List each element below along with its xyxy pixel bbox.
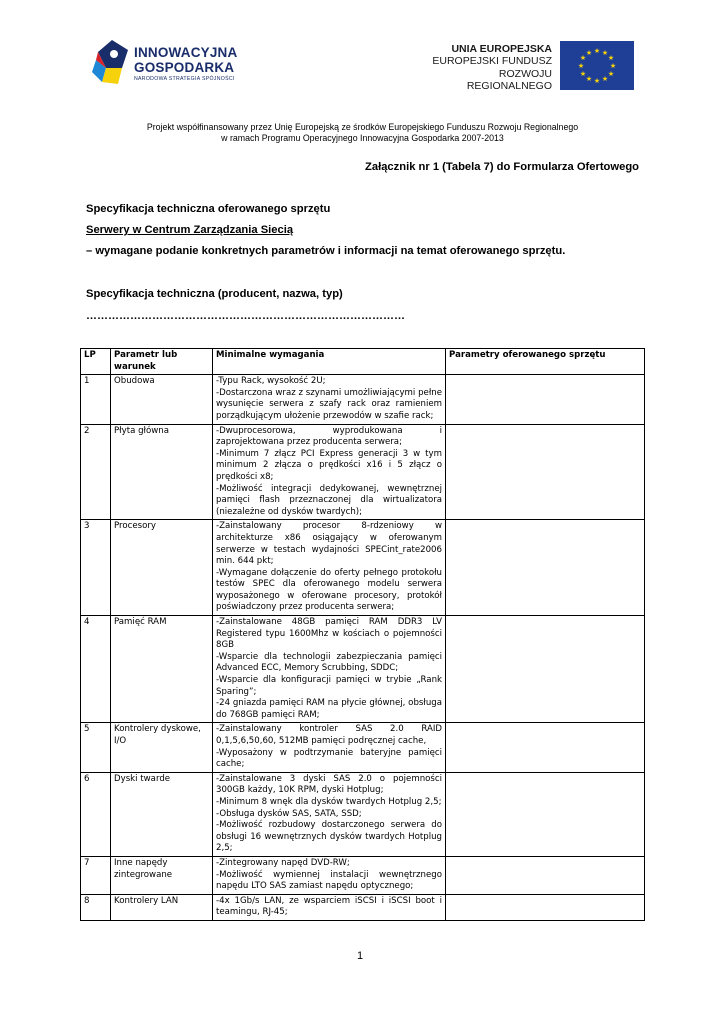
header-lp: LP <box>81 349 111 375</box>
spec-producer-heading: Specyfikacja techniczna (producent, nazwa, typ) <box>86 288 343 300</box>
requirement-heading: – wymagane podanie konkretnych parametrów i informacji na temat oferowanego sprzętu. <box>86 245 566 257</box>
row-offer-field[interactable] <box>446 856 645 894</box>
row-offer-field[interactable] <box>446 424 645 520</box>
eu-line-2: EUROPEJSKI FUNDUSZ <box>432 55 552 68</box>
row-min-req: -Zintegrowany napęd DVD-RW; -Możliwość wymiennej instalacji wewnętrznego napędu LTO SAS zamiast napędu optycznego; <box>213 856 446 894</box>
fill-in-line: …………………………………………………………………………… <box>86 310 405 322</box>
project-info <box>0 122 725 144</box>
row-lp: 3 <box>81 520 111 616</box>
svg-text:★: ★ <box>607 54 615 62</box>
row-offer-field[interactable] <box>446 375 645 424</box>
row-offer-field[interactable] <box>446 894 645 920</box>
row-param: Pamięć RAM <box>111 616 213 723</box>
logo-line-3: NARODOWA STRATEGIA SPÓJNOŚCI <box>134 76 235 82</box>
row-param: Inne napędy zintegrowane <box>111 856 213 894</box>
table-row <box>81 375 645 424</box>
row-min-req: -Typu Rack, wysokość 2U; -Dostarczona wraz z szynami umożliwiającymi pełne wysunięcie serwera z szafy rack oraz ramieniem porządkującym ułożenie przewodów w szafie rack; <box>213 375 446 424</box>
row-lp: 7 <box>81 856 111 894</box>
row-min-req: -Dwuprocesorowa, wyprodukowana i zaprojektowana przez producenta serwera; -Minimum 7 złącz PCI Express generacji 3 w tym minimum 2 złącza o prędkości x16 i 5 złącz o prędkości x8; -Możliwość integracji dedykowanej, wewnętrznej pamięci flash przeznaczonej dla wirtualizatora (niezależne od dysków twardych); <box>213 424 446 520</box>
table-row <box>81 424 645 520</box>
servers-heading: Serwery w Centrum Zarządzania Siecią <box>86 224 294 236</box>
eu-logo <box>426 41 636 91</box>
row-lp: 4 <box>81 616 111 723</box>
row-min-req: -Zainstalowane 48GB pamięci RAM DDR3 LV Registered typu 1600Mhz w kościach o pojemności 8GB -Wsparcie dla technologii zabezpieczania pamięci Advanced ECC, Memory Scrubbing, SDDC; -Wsparcie dla konfiguracji pamięci w trybie „Rank Sparing”; -24 gniazda pamięci RAM na płycie głównej, obsługa do 768GB pamięci RAM; <box>213 616 446 723</box>
spec-heading: Specyfikacja techniczna oferowanego sprzętu <box>86 203 331 215</box>
table-header-row <box>81 349 645 375</box>
svg-text:★: ★ <box>585 49 593 57</box>
svg-text:★: ★ <box>579 70 587 78</box>
page-number: 1 <box>357 950 364 962</box>
table-row <box>81 856 645 894</box>
attachment-title: Załącznik nr 1 (Tabela 7) do Formularza Ofertowego <box>365 161 639 173</box>
row-param: Płyta główna <box>111 424 213 520</box>
row-offer-field[interactable] <box>446 723 645 772</box>
table-row <box>81 723 645 772</box>
ig-logo-mark-icon <box>92 38 132 86</box>
row-offer-field[interactable] <box>446 520 645 616</box>
svg-text:★: ★ <box>609 62 617 70</box>
row-param: Obudowa <box>111 375 213 424</box>
svg-text:★: ★ <box>601 75 609 83</box>
row-lp: 6 <box>81 772 111 856</box>
row-param: Kontrolery LAN <box>111 894 213 920</box>
logo-line-2: GOSPODARKA <box>134 59 235 75</box>
table-row <box>81 894 645 920</box>
table-row <box>81 772 645 856</box>
project-line-1: Projekt współfinansowany przez Unię Europejską ze środków Europejskiego Funduszu Rozwoju Regionalnego <box>146 122 579 132</box>
table-row <box>81 520 645 616</box>
header-param: Parametr lub warunek <box>111 349 213 375</box>
table-row <box>81 616 645 723</box>
svg-text:★: ★ <box>579 54 587 62</box>
project-line-2: w ramach Programu Operacyjnego Innowacyjna Gospodarka 2007-2013 <box>221 132 504 143</box>
eu-line-1: UNIA EUROPEJSKA <box>451 43 552 55</box>
row-param: Kontrolery dyskowe, I/O <box>111 723 213 772</box>
header-min-req: Minimalne wymagania <box>213 349 446 375</box>
row-lp: 2 <box>81 424 111 520</box>
row-lp: 1 <box>81 375 111 424</box>
row-lp: 8 <box>81 894 111 920</box>
eu-flag-icon <box>560 41 634 90</box>
row-min-req: -4x 1Gb/s LAN, ze wsparciem iSCSI i iSCSI boot i teamingu, RJ-45; <box>213 894 446 920</box>
row-offer-field[interactable] <box>446 772 645 856</box>
row-min-req: -Zainstalowane 3 dyski SAS 2.0 o pojemności 300GB każdy, 10K RPM, dyski Hotplug; -Minimum 8 wnęk dla dysków twardych Hotplug 2,5; -Obsługa dysków SAS, SATA, SSD; -Możliwość rozbudowy dostarczonego serwera do obsługi 16 wewnętrznych dysków twardych Hotplug 2,5; <box>213 772 446 856</box>
svg-text:★: ★ <box>593 47 601 55</box>
row-param: Dyski twarde <box>111 772 213 856</box>
svg-text:★: ★ <box>593 77 601 85</box>
row-min-req: -Zainstalowany kontroler SAS 2.0 RAID 0,1,5,6,50,60, 512MB pamięci podręcznej cache, -Wyposażony w podtrzymanie bateryjne pamięci cache; <box>213 723 446 772</box>
row-min-req: -Zainstalowany procesor 8-rdzeniowy w architekturze x86 osiągający w oferowanym serwerze w testach wydajności SPECint_rate2006 min. 644 pkt; -Wymagane dołączenie do oferty pełnego protokołu testów SPEC dla oferowanego modelu serwera wyposażonego w oferowane procesory, protokół poświadczony przez producenta serwera; <box>213 520 446 616</box>
eu-line-3: ROZWOJU REGIONALNEGO <box>466 67 552 93</box>
row-offer-field[interactable] <box>446 616 645 723</box>
logo-line-1: INNOWACYJNA <box>134 45 238 60</box>
spec-table <box>80 348 645 921</box>
svg-text:★: ★ <box>607 70 615 78</box>
header-offered: Parametry oferowanego sprzętu <box>446 349 645 375</box>
svg-text:★: ★ <box>601 49 609 57</box>
row-param: Procesory <box>111 520 213 616</box>
svg-text:★: ★ <box>585 75 593 83</box>
innowacyjna-gospodarka-logo <box>92 38 252 88</box>
row-lp: 5 <box>81 723 111 772</box>
svg-text:★: ★ <box>577 62 585 70</box>
